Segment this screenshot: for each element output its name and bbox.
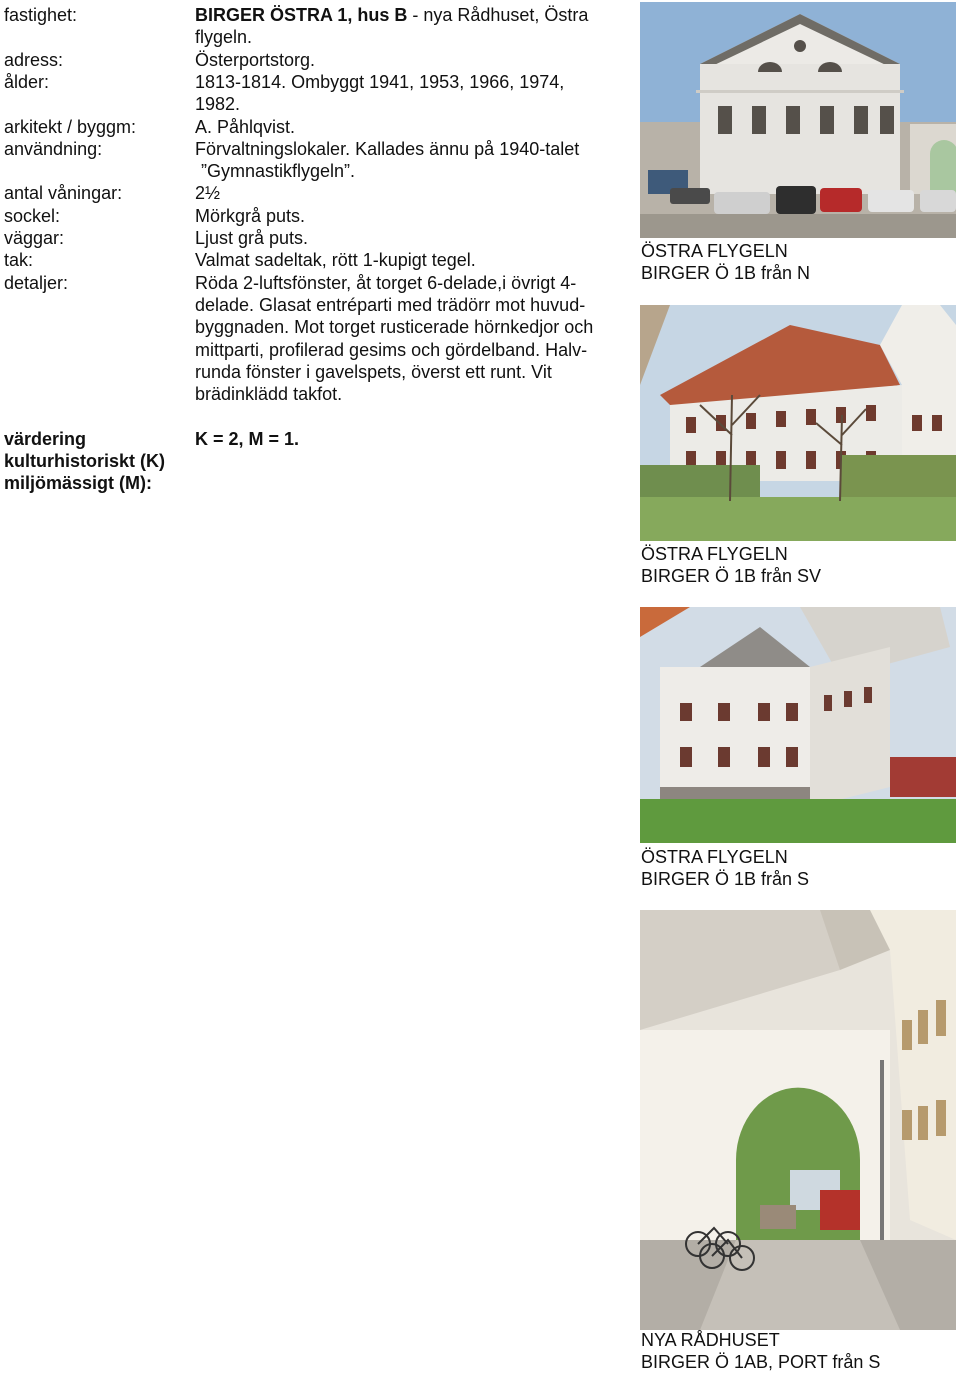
label-adress: adress: [4,50,64,70]
photo3-caption-2: BIRGER Ö 1B från S [641,869,810,889]
value-adress: Österportstorg. [195,50,316,70]
value-detaljer-line: mittparti, profilerad gesims och gördelband. Halv- [195,340,588,360]
value-detaljer-line: brädinklädd takfot. [195,384,343,404]
photo3-caption-1: ÖSTRA FLYGELN [641,847,788,867]
value-detaljer-line: Röda 2-luftsfönster, åt torget 6-delade,i övrigt 4- [195,273,577,293]
value-fastighet-line2: flygeln. [195,27,253,47]
value-detaljer-line: byggnaden. Mot torget rusticerade hörnkedjor och [195,317,594,337]
label-detaljer: detaljer: [4,273,69,293]
label-vaggar: väggar: [4,228,65,248]
value-anvandning-line1: Förvaltningslokaler. Kallades ännu på 1940-talet [195,139,580,159]
value-detaljer-line: runda fönster i gavelspets, överst ett runt. Vit [195,362,552,382]
value-alder-line1: 1813-1814. Ombyggt 1941, 1953, 1966, 1974, [195,72,565,92]
label-alder: ålder: [4,72,50,92]
valuation-k-label: kulturhistoriskt (K) [4,451,166,471]
value-anvandning-line2: ”Gymnastikflygeln”. [201,161,356,181]
photo2-caption-2: BIRGER Ö 1B från SV [641,566,822,586]
photo-nya-radhuset-port [640,910,956,1330]
valuation-m-label: miljömässigt (M): [4,473,153,493]
value-fastighet-rest: - nya Rådhuset, Östra [407,5,589,25]
photo4-caption-2: BIRGER Ö 1AB, PORT från S [641,1352,881,1372]
value-fastighet-name: BIRGER ÖSTRA 1, hus B [195,5,408,25]
value-detaljer-line: delade. Glasat entréparti med trädörr mot huvud- [195,295,586,315]
label-fastighet: fastighet: [4,5,78,25]
valuation-value: K = 2, M = 1. [195,429,300,449]
photo4-caption-1: NYA RÅDHUSET [641,1330,780,1350]
photo2-caption-1: ÖSTRA FLYGELN [641,544,788,564]
label-vaningar: antal våningar: [4,183,123,203]
photo1-caption-2: BIRGER Ö 1B från N [641,263,811,283]
valuation-heading: värdering [4,429,87,449]
value-vaggar: Ljust grå puts. [195,228,309,248]
label-anvandning: användning: [4,139,103,159]
value-vaningar: 2½ [195,183,221,203]
photo1-caption-1: ÖSTRA FLYGELN [641,241,788,261]
value-fastighet [195,4,588,26]
label-sockel: sockel: [4,206,61,226]
photo-ostra-flygeln-s [640,607,956,843]
value-tak: Valmat sadeltak, rött 1-kupigt tegel. [195,250,476,270]
photo-ostra-flygeln-n [640,2,956,238]
value-sockel: Mörkgrå puts. [195,206,306,226]
label-tak: tak: [4,250,34,270]
value-arkitekt: A. Påhlqvist. [195,117,296,137]
label-arkitekt: arkitekt / byggm: [4,117,137,137]
photo-ostra-flygeln-sv [640,305,956,541]
value-alder-line2: 1982. [195,94,241,114]
